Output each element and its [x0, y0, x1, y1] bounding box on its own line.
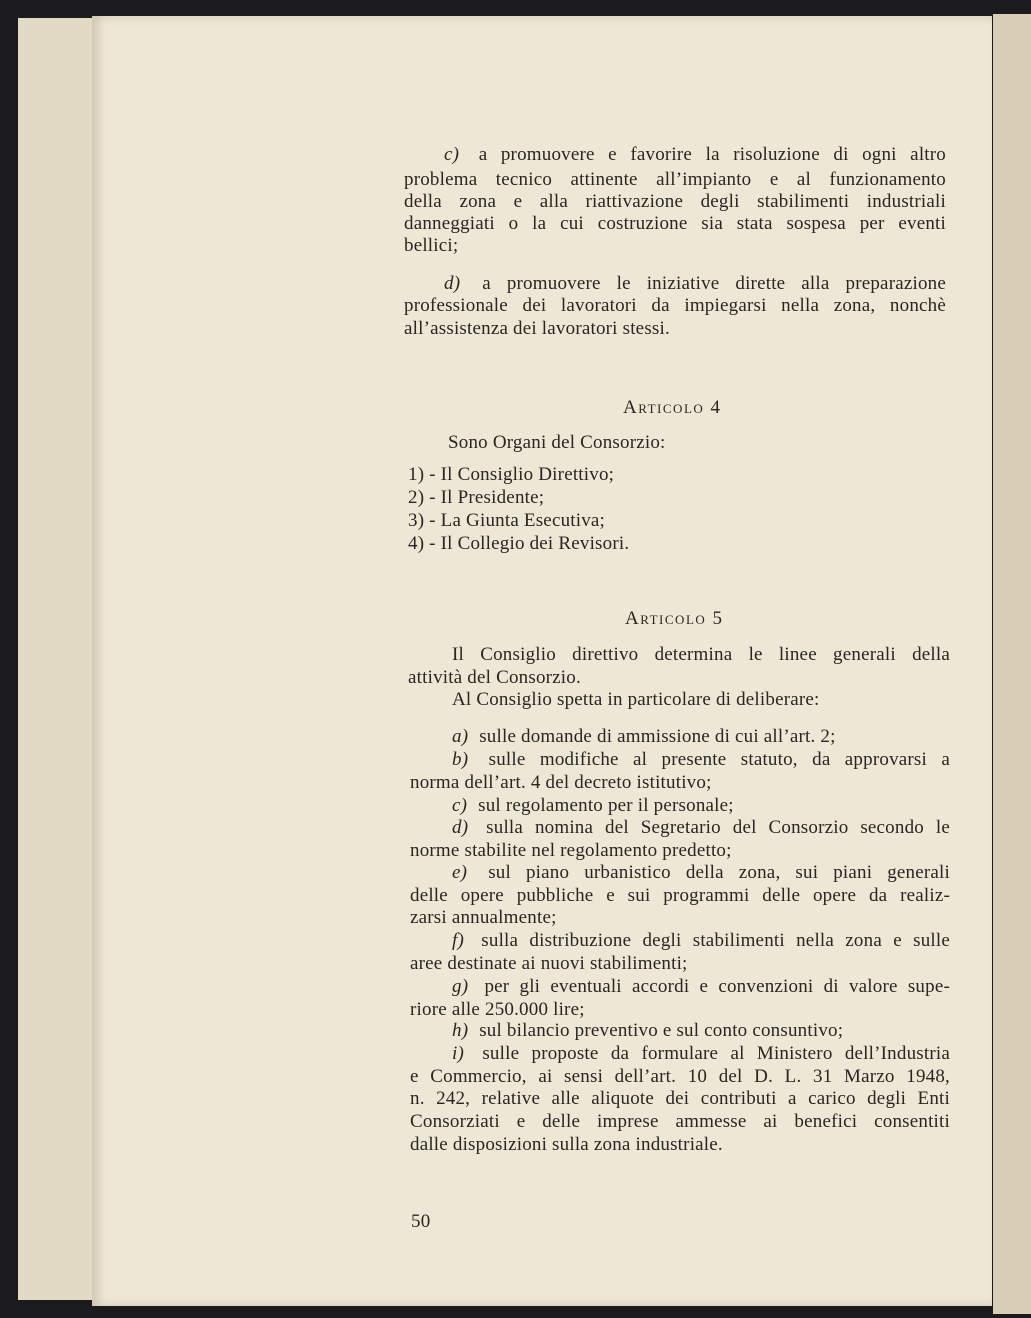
article5-heading: [625, 608, 724, 630]
article4-heading: [623, 397, 722, 419]
line-text: a promuovere e favorire la risoluzione di ogni altro: [478, 144, 947, 165]
item-label: g): [452, 976, 469, 997]
article3-item-c-line: [404, 235, 458, 257]
article5-item-line: [452, 1020, 843, 1042]
line-text: 3) - La Giunta Esecutiva;: [408, 510, 606, 531]
line-text: attività del Consorzio.: [408, 667, 581, 688]
line-text: Consorziati e delle imprese ammesse ai benefici consentiti: [410, 1111, 950, 1132]
article4-organ-item: [408, 533, 629, 555]
article5-item-line: [410, 1066, 950, 1088]
article3-item-c-line: [404, 169, 946, 191]
article5-item-line: [452, 749, 950, 771]
line-text: Articolo 5: [625, 608, 724, 629]
article3-item-c-line: [444, 144, 946, 166]
line-text: 1) - Il Consiglio Direttivo;: [408, 464, 615, 485]
article5-item-line: [410, 840, 732, 862]
article5-item-line: [410, 885, 950, 907]
item-label: e): [452, 862, 468, 883]
line-text: per gli eventuali accordi e convenzioni di valore supe-: [484, 976, 950, 997]
line-text: a promuovere le iniziative dirette alla preparazione: [482, 273, 946, 294]
line-text: sul piano urbanistico della zona, sui piani generali: [488, 862, 950, 883]
item-label: c): [452, 795, 468, 816]
article4-intro: [448, 432, 666, 454]
item-label: h): [452, 1020, 469, 1041]
article5-item-line: [452, 930, 950, 952]
article5-item-line: [410, 907, 557, 929]
line-text: 2) - Il Presidente;: [408, 487, 545, 508]
line-text: 4) - Il Collegio dei Revisori.: [408, 533, 630, 554]
article3-item-c-line: [404, 213, 946, 235]
article5-paragraph-line: [408, 667, 581, 689]
article3-item-d-line: [444, 273, 946, 295]
line-text: sul bilancio preventivo e sul conto consuntivo;: [479, 1020, 844, 1041]
line-text: sulle modifiche al presente statuto, da approvarsi a: [488, 749, 950, 770]
line-text: n. 242, relative alle aliquote dei contributi a carico degli Enti: [410, 1088, 950, 1109]
item-label: d): [444, 273, 461, 294]
page-number: [411, 1211, 430, 1233]
line-text: professionale dei lavoratori da impiegarsi nella zona, nonchè: [404, 295, 946, 316]
article5-item-line: [410, 953, 688, 975]
page-edge-stack: [36, 18, 97, 1300]
article3-item-c-line: [404, 191, 946, 213]
item-label: f): [452, 930, 465, 951]
article3-item-d-line: [404, 295, 946, 317]
line-text: Al Consiglio spetta in particolare di deliberare:: [452, 689, 820, 710]
line-text: sulla nomina del Segretario del Consorzio secondo le: [486, 817, 951, 838]
line-text: zarsi annualmente;: [410, 907, 557, 928]
line-text: riore alle 250.000 lire;: [410, 999, 585, 1020]
line-text: problema tecnico attinente all’impianto e al funzionamento: [404, 169, 946, 190]
article5-intro: [452, 689, 820, 711]
article5-item-line: [410, 999, 585, 1021]
article5-item-line: [410, 1134, 723, 1156]
line-text: all’assistenza dei lavoratori stessi.: [404, 318, 670, 339]
article5-item-line: [410, 1111, 950, 1133]
line-text: della zona e alla riattivazione degli stabilimenti industriali: [404, 191, 946, 212]
line-text: e Commercio, ai sensi dell’art. 10 del D. L. 31 Marzo 1948,: [410, 1066, 950, 1087]
item-label: b): [452, 749, 469, 770]
article5-item-line: [452, 726, 836, 748]
line-text: delle opere pubbliche e sui programmi delle opere da realiz-: [410, 885, 950, 906]
item-label: c): [444, 144, 460, 165]
line-text: bellici;: [404, 235, 459, 256]
article5-item-line: [410, 1088, 950, 1110]
line-text: norma dell’art. 4 del decreto istitutivo;: [410, 772, 712, 793]
line-text: 50: [411, 1211, 431, 1232]
article5-item-line: [452, 1043, 950, 1065]
article5-item-line: [452, 795, 734, 817]
line-text: Il Consiglio direttivo determina le linee generali della: [452, 644, 950, 665]
article4-organ-item: [408, 464, 614, 486]
article5-item-line: [410, 772, 712, 794]
article4-organ-item: [408, 487, 544, 509]
line-text: sulle proposte da formulare al Ministero dell’Industria: [482, 1043, 950, 1064]
line-text: Sono Organi del Consorzio:: [448, 432, 666, 453]
line-text: sulle domande di ammissione di cui all’art. 2;: [479, 726, 836, 747]
line-text: sulla distribuzione degli stabilimenti nella zona e sulle: [481, 930, 950, 951]
article5-item-line: [452, 862, 950, 884]
article5-paragraph-line: [452, 644, 950, 666]
line-text: aree destinate ai nuovi stabilimenti;: [410, 953, 688, 974]
line-text: danneggiati o la cui costruzione sia stata sospesa per eventi: [404, 213, 946, 234]
article3-item-d-line: [404, 318, 670, 340]
facing-page-edge: [993, 14, 1031, 1314]
article5-item-line: [452, 976, 950, 998]
item-label: i): [452, 1043, 465, 1064]
article5-item-line: [452, 817, 950, 839]
book-page: [92, 16, 992, 1306]
line-text: dalle disposizioni sulla zona industriale.: [410, 1134, 723, 1155]
line-text: sul regolamento per il personale;: [478, 795, 734, 816]
item-label: d): [452, 817, 469, 838]
article4-organ-item: [408, 510, 605, 532]
line-text: Articolo 4: [623, 397, 722, 418]
line-text: norme stabilite nel regolamento predetto;: [410, 840, 732, 861]
item-label: a): [452, 726, 469, 747]
